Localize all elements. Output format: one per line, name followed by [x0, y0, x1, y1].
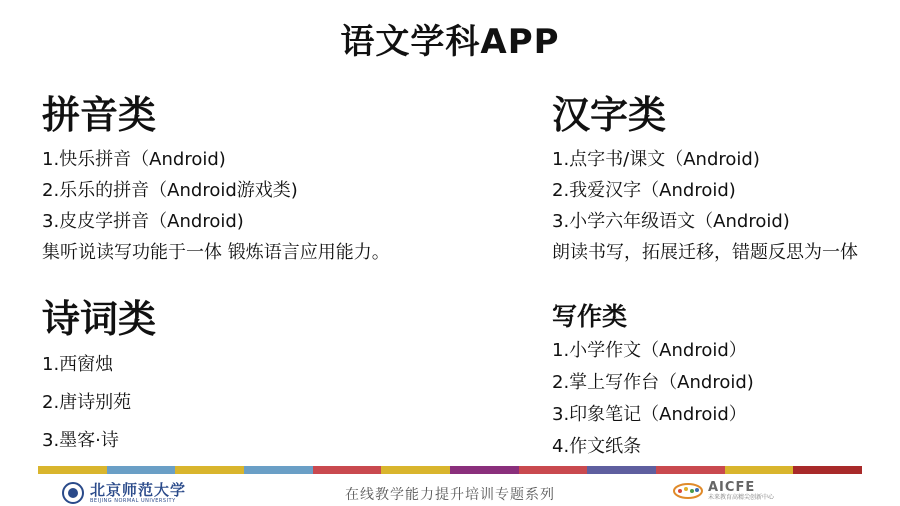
- stripe-segment: [656, 466, 725, 474]
- list-item: 2.我爱汉字（Android): [552, 180, 736, 201]
- list-item: 4.作文纸条: [552, 436, 642, 457]
- aicfe-mark-icon: [672, 482, 704, 500]
- list-item: 2.乐乐的拼音（Android游戏类): [42, 180, 298, 201]
- color-stripe-divider: [38, 466, 862, 474]
- list-item: 1.西窗烛: [42, 354, 114, 375]
- footer: [0, 478, 900, 506]
- stripe-segment: [725, 466, 794, 474]
- stripe-segment: [175, 466, 244, 474]
- section-heading: 拼音类: [42, 93, 157, 137]
- list-item: 1.点字书/课文（Android): [552, 149, 760, 170]
- section-pinyin: [42, 93, 390, 268]
- stripe-segment: [793, 466, 862, 474]
- list-item: 2.掌上写作台（Android): [552, 372, 754, 393]
- stripe-segment: [587, 466, 656, 474]
- stripe-segment: [38, 466, 107, 474]
- aicfe-subtitle: 未来教育高精尖创新中心: [708, 494, 775, 501]
- list-item: 3.小学六年级语文（Android): [552, 211, 790, 232]
- section-shici: [42, 297, 157, 460]
- list-item: 1.小学作文（Android）: [552, 340, 747, 361]
- stripe-segment: [450, 466, 519, 474]
- stripe-segment: [244, 466, 313, 474]
- list-item: 2.唐诗别苑: [42, 392, 132, 413]
- stripe-segment: [381, 466, 450, 474]
- section-xiezuo: [552, 304, 754, 463]
- list-item: 3.印象笔记（Android）: [552, 404, 747, 425]
- stripe-segment: [313, 466, 382, 474]
- section-hanzi: [552, 93, 858, 268]
- stripe-segment: [107, 466, 176, 474]
- section-heading: 诗词类: [42, 297, 157, 341]
- aicfe-logo: [672, 481, 774, 501]
- list-item: 1.快乐拼音（Android): [42, 149, 226, 170]
- footer-series-text: 在线教学能力提升培训专题系列: [345, 487, 555, 503]
- section-heading: 写作类: [552, 302, 628, 331]
- section-summary: 集听说读写功能于一体 锻炼语言应用能力。: [42, 242, 390, 263]
- bnu-logo-en: BEIJING NORMAL UNIVERSITY: [90, 497, 176, 504]
- bnu-logo-cn: 北京师范大学: [90, 480, 187, 499]
- aicfe-name: AICFE: [708, 480, 756, 495]
- stripe-segment: [519, 466, 588, 474]
- list-item: 3.墨客·诗: [42, 430, 119, 451]
- section-summary: 朗读书写，拓展迁移，错题反思为一体: [552, 242, 858, 263]
- page-title: 语文学科APP: [340, 22, 560, 62]
- section-heading: 汉字类: [552, 93, 667, 137]
- list-item: 3.皮皮学拼音（Android): [42, 211, 244, 232]
